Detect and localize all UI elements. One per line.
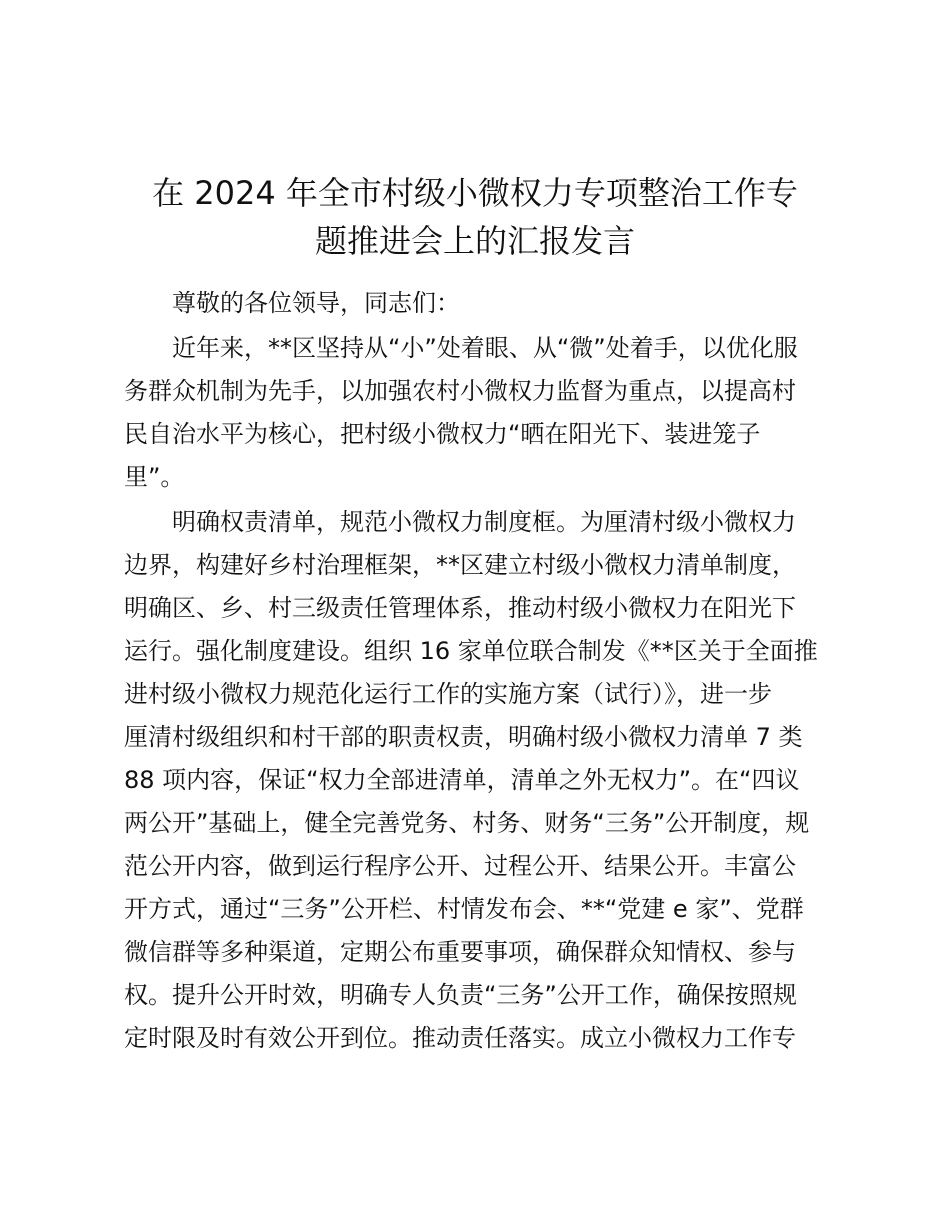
paragraph-2-line-13: 定时限及时有效公开到位。推动责任落实。成立小微权力工作专 xyxy=(124,1024,796,1052)
salutation: 尊敬的各位领导，同志们： xyxy=(172,289,460,317)
paragraph-1-line-3: 民自治水平为核心，把村级小微权力“晒在阳光下、装进笼子 xyxy=(124,420,761,448)
paragraph-2-line-4: 运行。强化制度建设。组织 16 家单位联合制发《**区关于全面推 xyxy=(124,637,818,665)
paragraph-2-line-5: 进村级小微权力规范化运行工作的实施方案（试行）》，进一步 xyxy=(124,680,772,708)
paragraph-2-line-10: 开方式，通过“三务”公开栏、村情发布会、**“党建 e 家”、党群 xyxy=(124,895,804,923)
paragraph-2-line-1: 明确权责清单，规范小微权力制度框。为厘清村级小微权力 xyxy=(172,508,796,536)
document-title-line-2: 题推进会上的汇报发言 xyxy=(314,222,635,260)
paragraph-1-line-2: 务群众机制为先手，以加强农村小微权力监督为重点，以提高村 xyxy=(124,377,796,405)
paragraph-2-line-3: 明确区、乡、村三级责任管理体系，推动村级小微权力在阳光下 xyxy=(124,594,796,622)
document-title-line-1: 在 2024 年全市村级小微权力专项整治工作专 xyxy=(152,174,798,212)
paragraph-1-line-4: 里”。 xyxy=(124,463,185,491)
paragraph-2-line-9: 范公开内容，做到运行程序公开、过程公开、结果公开。丰富公 xyxy=(124,852,796,880)
paragraph-2-line-7: 88 项内容，保证“权力全部进清单，清单之外无权力”。在“四议 xyxy=(124,766,800,794)
paragraph-2-line-2: 边界，构建好乡村治理框架，**区建立村级小微权力清单制度， xyxy=(124,551,796,579)
paragraph-2-line-12: 权。提升公开时效，明确专人负责“三务”公开工作，确保按照规 xyxy=(124,981,797,1009)
paragraph-1-line-1: 近年来，**区坚持从“小”处着眼、从“微”处着手，以优化服 xyxy=(172,334,798,362)
paragraph-2-line-6: 厘清村级组织和村干部的职责权责，明确村级小微权力清单 7 类 xyxy=(124,723,803,751)
paragraph-2-line-11: 微信群等多种渠道，定期公布重要事项，确保群众知情权、参与 xyxy=(124,938,796,966)
paragraph-2-line-8: 两公开”基础上，健全完善党务、村务、财务“三务”公开制度，规 xyxy=(124,809,810,837)
